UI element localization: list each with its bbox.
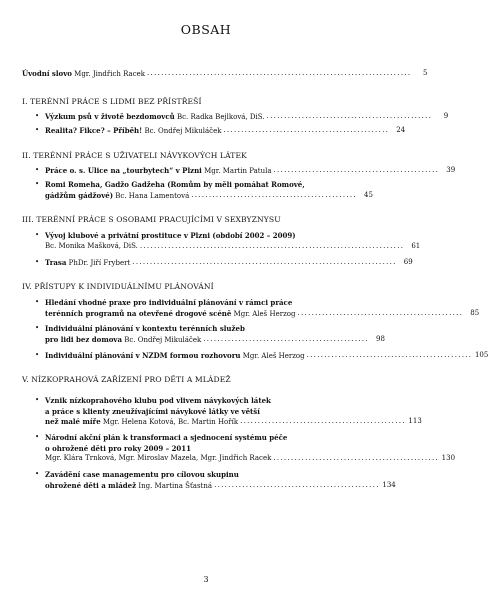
bullet-icon: • bbox=[35, 298, 40, 306]
entry-page: 85 bbox=[470, 308, 480, 317]
entry-title: Vznik nízkoprahového klubu pod vlivem návykových látek bbox=[45, 396, 271, 405]
entry-title: Individuální plánování v NZDM formou rozhovoru bbox=[45, 351, 241, 360]
entry-title: Hledání vhodné praxe pro individuální plánování v rámci práce bbox=[45, 298, 293, 307]
toc-entry[interactable] bbox=[35, 126, 406, 137]
entry-page: 9 bbox=[443, 112, 449, 120]
entry-title: ohrožené děti a mládež bbox=[45, 480, 137, 490]
leader-dots: ............................................... bbox=[266, 112, 433, 120]
leader-dots: ............................................... bbox=[223, 126, 390, 134]
entry-title: Zavádění case managementu pro cílovou skupinu bbox=[45, 470, 239, 479]
entry-page: 24 bbox=[396, 126, 406, 134]
leader-dots: ........................................................................... bbox=[139, 241, 405, 250]
entry-title: o ohrožené děti pro roky 2009 – 2011 bbox=[45, 443, 192, 453]
entry-page: 69 bbox=[403, 258, 413, 266]
toc-entry[interactable] bbox=[35, 433, 456, 464]
page-number: 3 bbox=[203, 575, 209, 584]
entry-author: Mgr. Aleš Herzog bbox=[240, 352, 305, 360]
entry-title: Národní akční plán k transformaci a sjednocení systému péče bbox=[45, 433, 288, 442]
entry-title: Individuální plánování v kontextu terénních služeb bbox=[45, 324, 245, 333]
section-heading-4: IV. PŘÍSTUPY K INDIVIDUÁLNÍMU PLÁNOVÁNÍ bbox=[22, 282, 214, 291]
toc-entry[interactable] bbox=[35, 324, 385, 345]
section-heading-1: I. TERÉNNÍ PRÁCE S LIDMI BEZ PŘÍSTŘEŠÍ bbox=[22, 97, 202, 106]
leader-dots: ............................................... bbox=[203, 334, 369, 343]
toc-entry[interactable] bbox=[35, 470, 396, 491]
entry-title: Vývoj klubové a privátní prostituce v Plzni (období 2002 – 2009) bbox=[45, 231, 296, 240]
entry-page: 113 bbox=[408, 417, 422, 425]
leader-dots: ............................................... bbox=[306, 351, 473, 359]
toc-entry[interactable] bbox=[35, 112, 449, 123]
section-heading-2: II. TERÉNNÍ PRÁCE S UŽIVATELI NÁVYKOVÝCH LÁTEK bbox=[22, 151, 247, 160]
toc-entry[interactable] bbox=[35, 180, 373, 201]
entry-page: 45 bbox=[364, 190, 373, 199]
entry-author: Mgr. Aleš Herzog bbox=[231, 309, 296, 318]
entry-author: Bc. Hana Lamentová bbox=[113, 191, 190, 200]
toc-intro[interactable] bbox=[22, 69, 428, 80]
toc-entry[interactable] bbox=[35, 231, 421, 251]
entry-title: pro lidi bez domova bbox=[45, 334, 122, 344]
toc-entry[interactable] bbox=[35, 396, 422, 428]
leader-dots: ............................................... bbox=[297, 308, 464, 317]
bullet-icon: • bbox=[35, 231, 40, 239]
entry-author: Bc. Ondřej Mikuláček bbox=[142, 127, 222, 135]
bullet-icon: • bbox=[35, 396, 40, 404]
entry-author: Bc. Monika Mašková, DiS. bbox=[45, 241, 138, 250]
bullet-icon: • bbox=[35, 470, 40, 478]
entry-author: Ing. Martina Šťastná bbox=[136, 481, 213, 490]
toc-entry[interactable] bbox=[35, 351, 488, 362]
leader-dots: ............................................... bbox=[214, 480, 380, 489]
bullet-icon: • bbox=[35, 351, 40, 359]
bullet-icon: • bbox=[35, 166, 40, 174]
entry-author: PhDr. Jiří Frybert bbox=[66, 259, 131, 267]
entry-page: 130 bbox=[441, 454, 456, 462]
entry-title: než malé míře bbox=[45, 417, 101, 426]
entry-title: terénních programů na otevřené drogové scéně bbox=[45, 308, 232, 318]
section-heading-3: III. TERÉNNÍ PRÁCE S OSOBAMI PRACUJÍCÍMI V SEXBYZNYSU bbox=[22, 215, 281, 224]
entry-page: 105 bbox=[474, 351, 488, 359]
entry-author: Mgr. Klára Trnková, Mgr. Miroslav Mazela, Mgr. Jindřich Racek bbox=[45, 454, 272, 462]
bullet-icon: • bbox=[35, 112, 40, 120]
entry-title: a práce s klienty zneužívajícími návykové látky ve větší bbox=[45, 406, 260, 416]
entry-title: Romi Romeha, Gadžo Gadžeha (Romům by měli pomáhat Romové, bbox=[45, 180, 305, 189]
leader-dots: ........................................................................... bbox=[147, 69, 412, 77]
leader-dots: ............................................... bbox=[240, 417, 406, 425]
entry-title: Realita? Fikce? – Příběh! bbox=[45, 126, 143, 135]
bullet-icon: • bbox=[35, 258, 40, 266]
toc-entry[interactable] bbox=[35, 166, 456, 177]
entry-page: 61 bbox=[411, 241, 421, 250]
leader-dots: ............................................... bbox=[191, 190, 357, 199]
intro-page: 5 bbox=[422, 69, 428, 77]
entry-title: Výzkum psů v životě bezdomovců bbox=[45, 112, 175, 121]
toc-entry[interactable] bbox=[35, 258, 413, 269]
leader-dots: ............................................... bbox=[273, 166, 440, 174]
entry-title: Práce o. s. Ulice na „tourbytech“ v Plzni bbox=[45, 166, 202, 175]
leader-dots: ............................................... bbox=[273, 454, 440, 462]
entry-author: Bc. Radka Bejlková, DiS. bbox=[174, 113, 265, 121]
entry-author: Mgr. Martin Patula bbox=[201, 167, 272, 175]
entry-title: gádžům gádžové) bbox=[45, 190, 114, 200]
toc-entry[interactable] bbox=[35, 298, 480, 319]
leader-dots: ........................................................................... bbox=[132, 258, 397, 266]
entry-page: 39 bbox=[446, 166, 456, 174]
bullet-icon: • bbox=[35, 433, 40, 441]
intro-title: Úvodní slovo bbox=[22, 69, 72, 78]
page-title: OBSAH bbox=[180, 22, 232, 37]
entry-author: Bc. Ondřej Mikuláček bbox=[122, 335, 202, 344]
entry-page: 98 bbox=[376, 334, 385, 343]
bullet-icon: • bbox=[35, 180, 40, 188]
bullet-icon: • bbox=[35, 324, 40, 332]
entry-page: 134 bbox=[382, 480, 396, 489]
intro-author: Mgr. Jindřich Racek bbox=[71, 70, 146, 78]
entry-title: Trasa bbox=[45, 258, 67, 267]
entry-author: Mgr. Helena Kotová, Bc. Martin Hořík bbox=[100, 418, 239, 426]
bullet-icon: • bbox=[35, 126, 40, 134]
section-heading-5: V. NÍZKOPRAHOVÁ ZAŘÍZENÍ PRO DĚTI A MLÁDEŽ bbox=[22, 375, 231, 384]
